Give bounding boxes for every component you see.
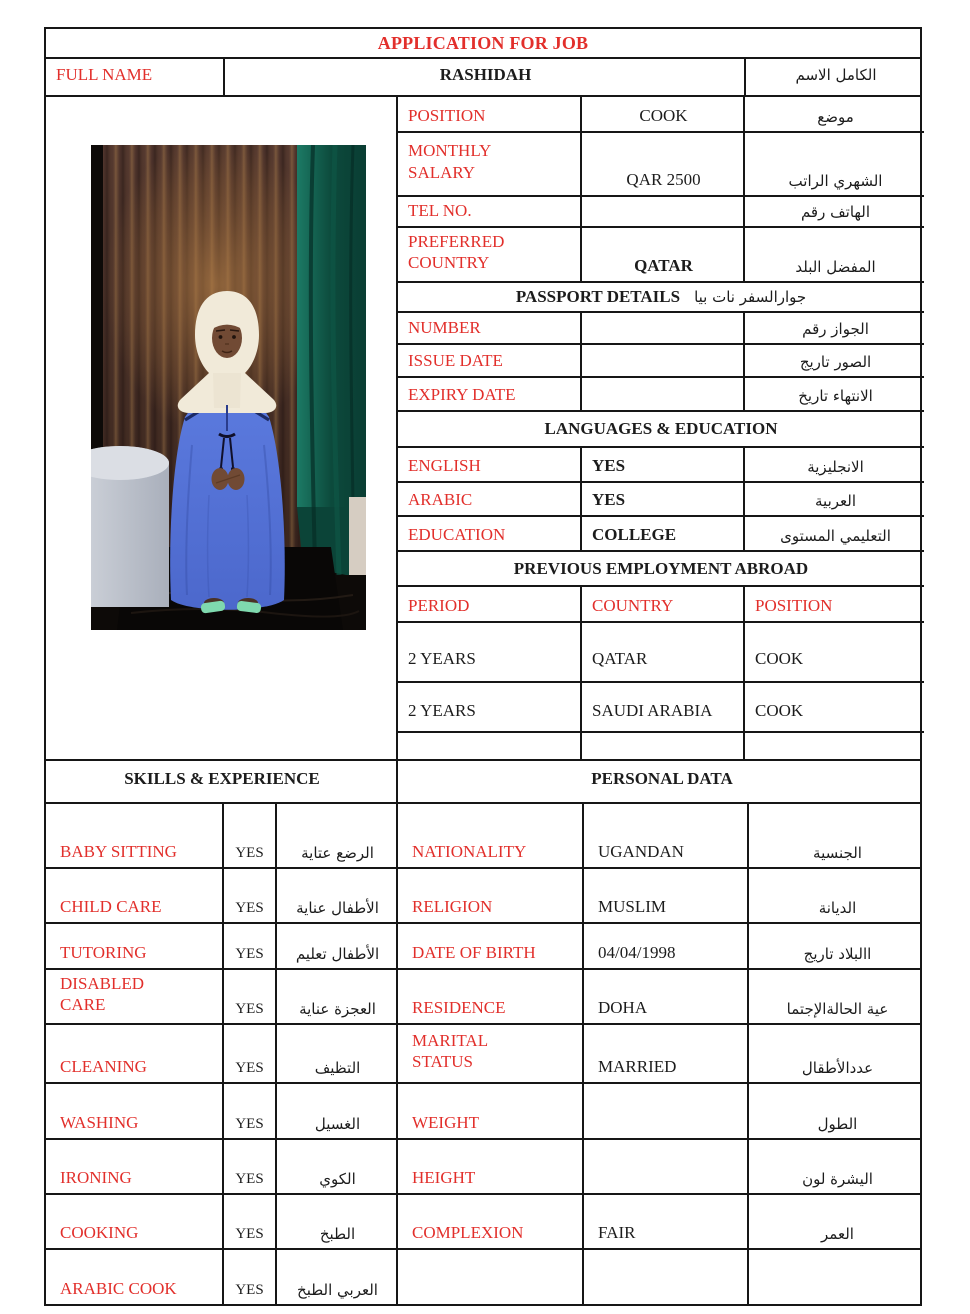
- main-section: [46, 97, 920, 761]
- personal-label: [398, 1250, 584, 1304]
- field-label: POSITION: [398, 97, 582, 131]
- personal-arabic: الديانة: [818, 899, 857, 917]
- field-value: [582, 197, 745, 226]
- stool: [91, 446, 169, 607]
- field-value: [582, 378, 745, 410]
- skill-label: WASHING: [46, 1084, 224, 1138]
- skill-arabic: الأطفال عناية: [277, 869, 398, 922]
- employment-header: PREVIOUS EMPLOYMENT ABROAD: [398, 552, 924, 587]
- employment-period: 2 YEARS: [398, 683, 582, 731]
- field-arabic: الصور تاريج: [799, 353, 872, 371]
- employment-position: COOK: [755, 649, 804, 668]
- field-arabic: العربية: [815, 492, 856, 510]
- personal-arabic: العمر: [821, 1225, 854, 1243]
- skill-value: YES: [224, 1140, 277, 1193]
- table-row: [46, 1084, 920, 1140]
- full-name-value: RASHIDAH: [225, 59, 746, 95]
- skill-value: YES: [224, 804, 277, 867]
- personal-arabic: الجنسية: [813, 844, 862, 862]
- table-row: [46, 1250, 920, 1304]
- personal-value: DOHA: [584, 970, 749, 1023]
- language-row: [398, 448, 924, 483]
- info-row: [398, 197, 924, 228]
- field-value: COOK: [582, 97, 745, 131]
- personal-arabic: [749, 1250, 924, 1304]
- personal-value: [584, 1250, 749, 1304]
- field-arabic: التعليمي المستوى: [780, 527, 891, 545]
- passport-header-arabic: جوارالسفر نات بيا: [694, 288, 807, 306]
- section-headers: [46, 761, 920, 804]
- skill-label: COOKING: [46, 1195, 224, 1248]
- application-form: [44, 27, 922, 1306]
- skill-arabic: الغسيل: [277, 1084, 398, 1138]
- personal-arabic: االبلاد تاريج: [803, 945, 872, 963]
- details-column: [398, 97, 924, 759]
- field-arabic: الانتهاء تاريخ: [798, 387, 873, 405]
- field-label: NUMBER: [398, 313, 582, 343]
- field-value: COLLEGE: [582, 517, 745, 550]
- full-name-label: FULL NAME: [46, 59, 225, 95]
- employment-country: QATAR: [582, 623, 745, 681]
- personal-arabic: اليشرة لون: [802, 1170, 873, 1188]
- personal-value: [584, 1140, 749, 1193]
- full-name-row: [46, 59, 920, 97]
- personal-value: FAIR: [584, 1195, 749, 1248]
- info-row: [398, 97, 924, 133]
- employment-period: [398, 733, 582, 759]
- field-label: EDUCATION: [398, 517, 582, 550]
- personal-label: HEIGHT: [398, 1140, 584, 1193]
- table-row: [46, 1195, 920, 1250]
- field-arabic: موضع: [817, 108, 854, 126]
- table-row: [46, 924, 920, 970]
- field-label: EXPIRY DATE: [398, 378, 582, 410]
- personal-value: UGANDAN: [584, 804, 749, 867]
- applicant-photo: [91, 145, 366, 630]
- skill-label: DISABLED CARE: [46, 970, 224, 1023]
- column-period: PERIOD: [398, 587, 582, 621]
- info-row: [398, 133, 924, 197]
- personal-label: MARITAL STATUS: [398, 1025, 584, 1082]
- skill-label: CHILD CARE: [46, 869, 224, 922]
- skill-arabic: الطبخ: [277, 1195, 398, 1248]
- personal-value: 04/04/1998: [584, 924, 749, 968]
- skill-arabic: الرضع عتاية: [277, 804, 398, 867]
- language-row: [398, 517, 924, 552]
- personal-arabic: عددالأطقال: [801, 1059, 874, 1077]
- table-row: [46, 869, 920, 924]
- personal-label: WEIGHT: [398, 1084, 584, 1138]
- skill-arabic: العجزة عناية: [277, 970, 398, 1023]
- personal-label: DATE OF BIRTH: [398, 924, 584, 968]
- personal-label: COMPLEXION: [398, 1195, 584, 1248]
- skill-value: YES: [224, 924, 277, 968]
- personal-label: NATIONALITY: [398, 804, 584, 867]
- field-arabic: الهاتف رقم: [800, 203, 871, 221]
- skill-label: TUTORING: [46, 924, 224, 968]
- personal-value: MUSLIM: [584, 869, 749, 922]
- passport-row: [398, 313, 924, 345]
- employment-position: COOK: [755, 701, 804, 720]
- skill-arabic: العربي الطبخ: [277, 1250, 398, 1304]
- employment-country: SAUDI ARABIA: [582, 683, 745, 731]
- employment-columns: [398, 587, 924, 623]
- field-value: [582, 345, 745, 376]
- skill-arabic: التظيف: [277, 1025, 398, 1082]
- info-row: [398, 228, 924, 283]
- chest-cloth: [213, 373, 241, 408]
- employment-row: [398, 733, 924, 759]
- employment-period: 2 YEARS: [398, 623, 582, 681]
- passport-row: [398, 378, 924, 412]
- field-label: MONTHLY SALARY: [398, 133, 582, 195]
- full-name-arabic: الكامل الاسم: [795, 65, 877, 84]
- field-label: ISSUE DATE: [398, 345, 582, 376]
- personal-arabic: الطول: [817, 1115, 858, 1133]
- skill-label: IRONING: [46, 1140, 224, 1193]
- skill-arabic: الكوي: [277, 1140, 398, 1193]
- form-title: APPLICATION FOR JOB: [377, 32, 589, 53]
- field-value: [582, 313, 745, 343]
- skill-value: YES: [224, 869, 277, 922]
- field-value: QATAR: [582, 228, 745, 281]
- skill-value: YES: [224, 1025, 277, 1082]
- language-row: [398, 483, 924, 517]
- skill-arabic: الأطفال تعليم: [277, 924, 398, 968]
- personal-value: MARRIED: [584, 1025, 749, 1082]
- field-arabic: الانجليزية: [807, 458, 864, 476]
- skill-value: YES: [224, 1250, 277, 1304]
- skills-header: SKILLS & EXPERIENCE: [46, 761, 398, 802]
- table-row: [46, 1025, 920, 1084]
- column-position: POSITION: [755, 596, 833, 615]
- employment-row: [398, 683, 924, 733]
- skill-label: ARABIC COOK: [46, 1250, 224, 1304]
- column-country: COUNTRY: [582, 587, 745, 621]
- employment-row: [398, 623, 924, 683]
- employment-position: [745, 733, 924, 759]
- table-row: [46, 804, 920, 869]
- field-label: ENGLISH: [398, 448, 582, 481]
- personal-value: [584, 1084, 749, 1138]
- skill-value: YES: [224, 1195, 277, 1248]
- personal-arabic: عية الحالةالإجتما: [786, 1000, 889, 1018]
- field-label: ARABIC: [398, 483, 582, 515]
- skill-value: YES: [224, 1084, 277, 1138]
- field-arabic: الجواز رقم: [802, 320, 869, 338]
- field-arabic: الشهري الراتب: [788, 172, 883, 190]
- field-label: TEL NO.: [398, 197, 582, 226]
- table-row: [46, 1140, 920, 1195]
- skill-label: CLEANING: [46, 1025, 224, 1082]
- passport-row: [398, 345, 924, 378]
- field-value: YES: [582, 448, 745, 481]
- field-value: YES: [582, 483, 745, 515]
- personal-label: RELIGION: [398, 869, 584, 922]
- table-row: [46, 970, 920, 1025]
- skill-label: BABY SITTING: [46, 804, 224, 867]
- skill-value: YES: [224, 970, 277, 1023]
- passport-header: PASSPORT DETAILS جوارالسفر نات بيا: [398, 283, 924, 313]
- photo-cell: [46, 97, 398, 759]
- personal-label: RESIDENCE: [398, 970, 584, 1023]
- languages-header: LANGUAGES & EDUCATION: [398, 412, 924, 448]
- employment-country: [582, 733, 745, 759]
- field-label: PREFERRED COUNTRY: [398, 228, 582, 281]
- field-value: QAR 2500: [582, 133, 745, 195]
- field-arabic: المفضل البلد: [795, 258, 876, 276]
- form-title-row: [46, 29, 920, 59]
- personal-header: PERSONAL DATA: [591, 769, 733, 788]
